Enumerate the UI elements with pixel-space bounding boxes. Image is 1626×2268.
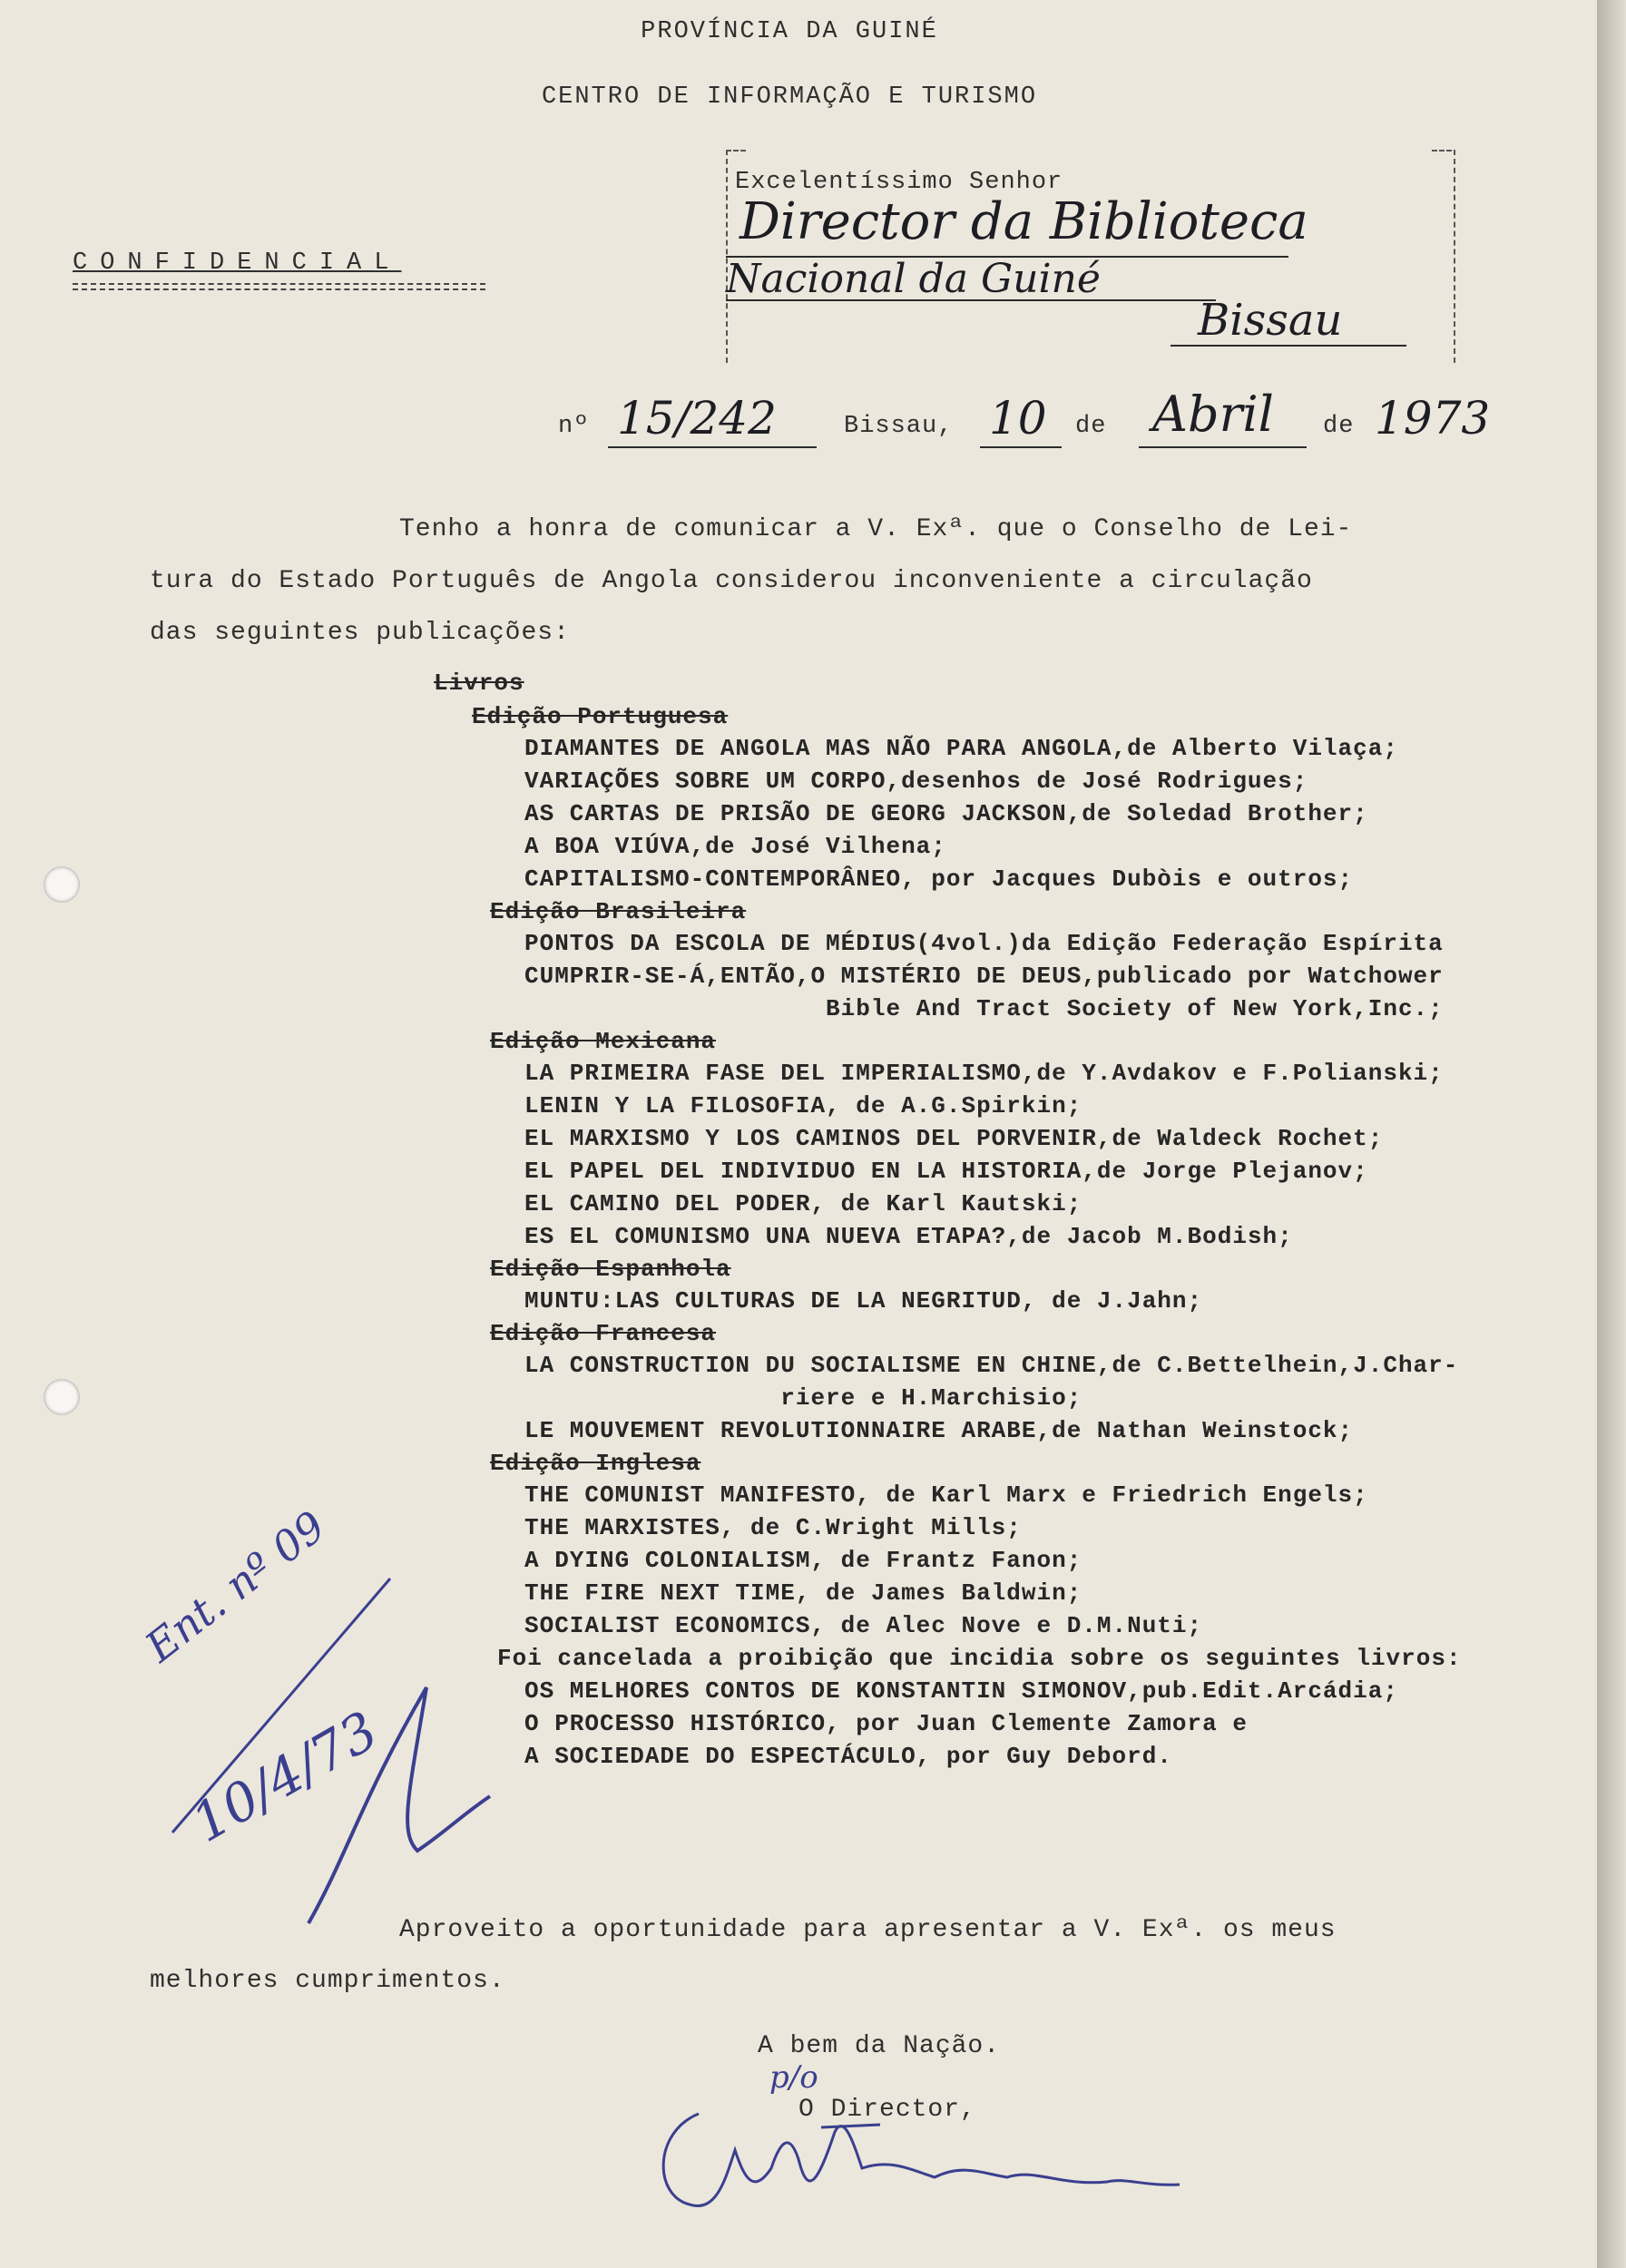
punch-hole bbox=[44, 866, 80, 903]
section-title: Edição Espanhola bbox=[490, 1256, 731, 1283]
ref-underline bbox=[980, 446, 1062, 448]
address-box-corner bbox=[1432, 150, 1452, 152]
book-item: LA CONSTRUCTION DU SOCIALISME EN CHINE,de C.Bettelhein,J.Char- bbox=[524, 1352, 1459, 1379]
ref-month: Abril bbox=[1152, 386, 1274, 443]
book-item: Bible And Tract Society of New York,Inc.; bbox=[524, 995, 1444, 1022]
ref-underline bbox=[1139, 446, 1307, 448]
ref-number: 15/242 bbox=[617, 392, 777, 445]
book-item: THE MARXISTES, de C.Wright Mills; bbox=[524, 1514, 1022, 1541]
book-item: EL MARXISMO Y LOS CAMINOS DEL PORVENIR,de Waldeck Rochet; bbox=[524, 1125, 1384, 1152]
cancellation-intro: Foi cancelada a proibição que incidia sobre os seguintes livros: bbox=[497, 1645, 1462, 1672]
ref-de: de bbox=[1075, 413, 1107, 440]
intro-line: Tenho a honra de comunicar a V. Exª. que o Conselho de Lei- bbox=[399, 515, 1353, 543]
ref-underline bbox=[608, 446, 817, 448]
book-item: CUMPRIR-SE-Á,ENTÃO,O MISTÉRIO DE DEUS,publicado por Watchower bbox=[524, 963, 1444, 990]
punch-hole bbox=[44, 1379, 80, 1415]
list-heading-books: Livros bbox=[434, 670, 524, 697]
book-item: LE MOUVEMENT REVOLUTIONNAIRE ARABE,de Nathan Weinstock; bbox=[524, 1417, 1354, 1444]
cancelled-item: OS MELHORES CONTOS DE KONSTANTIN SIMONOV,pub.Edit.Arcádia; bbox=[524, 1677, 1398, 1705]
closing-phrase: A bem da Nação. bbox=[758, 2032, 1001, 2060]
addressee-salutation: Excelentíssimo Senhor bbox=[735, 169, 1063, 196]
book-item: LENIN Y LA FILOSOFIA, de A.G.Spirkin; bbox=[524, 1092, 1082, 1119]
per-procuration-mark: p/o bbox=[769, 2059, 818, 2096]
section-title: Edição Mexicana bbox=[490, 1028, 717, 1055]
book-item: A DYING COLONIALISM, de Frantz Fanon; bbox=[524, 1547, 1082, 1574]
cancelled-item: A SOCIEDADE DO ESPECTÁCULO, por Guy Debord. bbox=[524, 1743, 1172, 1770]
section-title: Edição Portuguesa bbox=[472, 703, 729, 730]
intro-line: das seguintes publicações: bbox=[150, 619, 570, 647]
entry-date-annotation: 10/4/73 bbox=[181, 1699, 388, 1854]
book-item: LA PRIMEIRA FASE DEL IMPERIALISMO,de Y.Avdakov e F.Polianski; bbox=[524, 1060, 1444, 1087]
addressee-handwritten-city: Bissau bbox=[1198, 295, 1343, 346]
classification-rule bbox=[73, 283, 485, 285]
book-item: THE COMUNIST MANIFESTO, de Karl Marx e Friedrich Engels; bbox=[524, 1481, 1368, 1509]
director-signature bbox=[635, 2077, 1198, 2223]
book-item: ES EL COMUNISMO UNA NUEVA ETAPA?,de Jacob M.Bodish; bbox=[524, 1223, 1293, 1250]
address-box-corner bbox=[726, 150, 746, 152]
ref-de: de bbox=[1323, 413, 1355, 440]
section-title: Edição Inglesa bbox=[490, 1450, 701, 1477]
book-item: THE FIRE NEXT TIME, de James Baldwin; bbox=[524, 1579, 1082, 1607]
book-item: A BOA VIÚVA,de José Vilhena; bbox=[524, 833, 946, 860]
ref-year: 1973 bbox=[1375, 392, 1491, 445]
book-item: riere e H.Marchisio; bbox=[524, 1384, 1082, 1412]
book-item: EL PAPEL DEL INDIVIDUO EN LA HISTORIA,de Jorge Plejanov; bbox=[524, 1158, 1368, 1185]
page-edge-shadow bbox=[1597, 0, 1626, 2268]
addressee-handwritten-name: Nacional da Guiné bbox=[726, 256, 1101, 302]
ref-day: 10 bbox=[989, 392, 1047, 445]
book-item: PONTOS DA ESCOLA DE MÉDIUS(4vol.)da Edição Federação Espírita bbox=[524, 930, 1444, 957]
book-item: DIAMANTES DE ANGOLA MAS NÃO PARA ANGOLA,de Alberto Vilaça; bbox=[524, 735, 1398, 762]
annotation-strokes bbox=[136, 1560, 553, 1941]
addressee-handwritten-title: Director da Biblioteca bbox=[740, 192, 1308, 251]
entry-annotation: Ent. nº 09 bbox=[136, 1501, 335, 1672]
annotation-slash bbox=[172, 1579, 390, 1833]
initials-signature bbox=[309, 1687, 490, 1923]
classification-mark: CONFIDENCIAL bbox=[73, 249, 402, 277]
book-item: MUNTU:LAS CULTURAS DE LA NEGRITUD, de J.Jahn; bbox=[524, 1287, 1203, 1315]
header-province: PROVÍNCIA DA GUINÉ bbox=[641, 18, 938, 45]
book-item: AS CARTAS DE PRISÃO DE GEORG JACKSON,de Soledad Brother; bbox=[524, 800, 1368, 827]
cancelled-item: O PROCESSO HISTÓRICO, por Juan Clemente Zamora e bbox=[524, 1710, 1248, 1737]
header-centre: CENTRO DE INFORMAÇÃO E TURISMO bbox=[541, 83, 1038, 111]
address-underline bbox=[726, 299, 1216, 301]
book-item: VARIAÇÕES SOBRE UM CORPO,desenhos de José Rodrigues; bbox=[524, 767, 1308, 795]
closing-line: Aproveito a oportunidade para apresentar a V. Exª. os meus bbox=[399, 1916, 1337, 1944]
closing-line: melhores cumprimentos. bbox=[150, 1967, 505, 1995]
book-item: EL CAMINO DEL PODER, de Karl Kautski; bbox=[524, 1190, 1082, 1217]
ref-no-label: nº bbox=[558, 413, 590, 440]
address-underline bbox=[1171, 345, 1406, 347]
section-title: Edição Francesa bbox=[490, 1320, 717, 1347]
signatory-title: O Director, bbox=[798, 2096, 976, 2124]
book-item: SOCIALIST ECONOMICS, de Alec Nove e D.M.Nuti; bbox=[524, 1612, 1203, 1639]
intro-line: tura do Estado Português de Angola considerou inconveniente a circulação bbox=[150, 567, 1313, 595]
book-item: CAPITALISMO-CONTEMPORÂNEO, por Jacques Dubòis e outros; bbox=[524, 865, 1354, 893]
section-title: Edição Brasileira bbox=[490, 898, 747, 925]
classification-rule-2 bbox=[73, 288, 485, 290]
ref-place: Bissau, bbox=[844, 413, 954, 440]
